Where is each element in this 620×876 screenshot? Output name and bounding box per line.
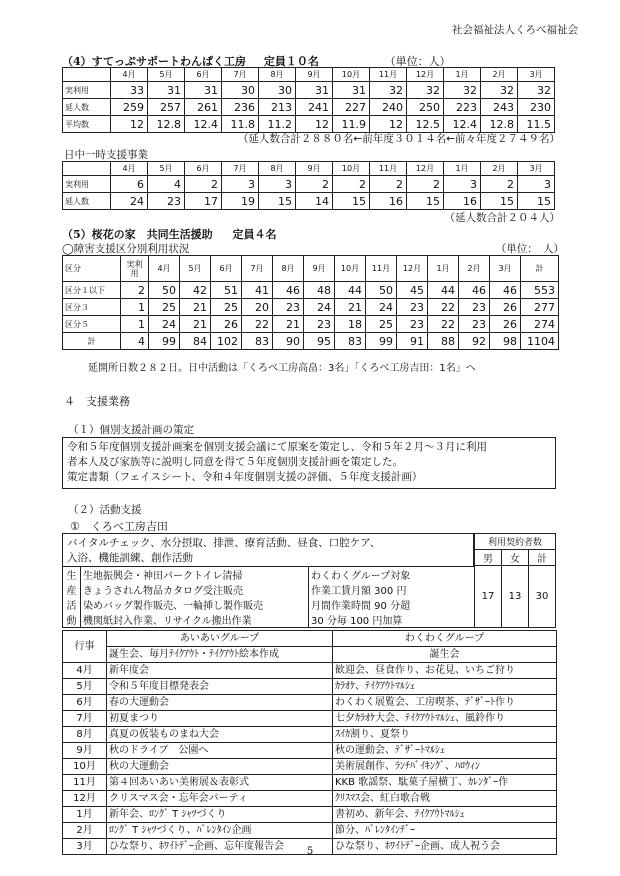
event-b: 美術展創作、ﾗﾝﾁﾊﾞｲｷﾝｸﾞ、ﾊﾛｳｨﾝ xyxy=(333,759,557,775)
table-row xyxy=(63,679,557,695)
month-header: 11月 xyxy=(370,162,407,176)
event-month: 8月 xyxy=(63,727,107,743)
value-cell: 50 xyxy=(366,282,397,299)
daily-activities-box xyxy=(62,533,474,566)
value-cell: 12.5 xyxy=(407,116,444,133)
value-cell: 32 xyxy=(518,82,555,99)
events-table xyxy=(62,630,557,855)
day-service-table xyxy=(62,161,555,210)
event-month: 7月 xyxy=(63,711,107,727)
daily-activities-line: バイタルチェック、水分摂取、排泄、療育活動、昼食、口腔ケア、 xyxy=(67,537,381,549)
row-label: 区分３ xyxy=(63,299,121,316)
value-cell: 21 xyxy=(273,316,304,333)
value-cell: 230 xyxy=(518,99,555,116)
contract-table xyxy=(474,533,556,628)
value-cell: 24 xyxy=(111,193,148,210)
value-cell: 30 xyxy=(259,82,296,99)
value-cell: 23 xyxy=(148,193,185,210)
value-cell: 22 xyxy=(242,316,273,333)
value-cell: 46 xyxy=(459,282,490,299)
value-cell: 33 xyxy=(111,82,148,99)
production-label: 動 xyxy=(63,612,81,628)
table-row xyxy=(63,663,557,679)
header-cell: 5月 xyxy=(180,256,211,282)
value-cell: 51 xyxy=(211,282,242,299)
value-cell: 83 xyxy=(335,333,366,350)
contract-col: 女 xyxy=(502,550,529,566)
value-cell: 20 xyxy=(242,299,273,316)
row-label: 区分１以下 xyxy=(63,282,121,299)
plan-text-line: 策定書類（フェイスシート、令和４年度個別支援の評価、５年度支援計画） xyxy=(67,471,423,483)
month-header: 3月 xyxy=(518,68,555,82)
value-cell: 45 xyxy=(397,282,428,299)
month-header: 6月 xyxy=(185,68,222,82)
wage-line: 作業工賃月額 300 円 xyxy=(309,582,475,597)
value-cell: 88 xyxy=(428,333,459,350)
value-cell: 227 xyxy=(333,99,370,116)
month-header: 2月 xyxy=(481,68,518,82)
event-b: 書初め、新年会、ﾃｲｸｱｳﾄﾏﾙｼｪ xyxy=(333,807,557,823)
value-cell: 32 xyxy=(407,82,444,99)
value-cell: 25 xyxy=(149,299,180,316)
value-cell: 1104 xyxy=(521,333,559,350)
header-cell: 10月 xyxy=(335,256,366,282)
month-header: 10月 xyxy=(333,162,370,176)
event-a: クリスマス会・忘年会パーティ xyxy=(107,791,333,807)
yoshida-title: ① くろべ工房吉田 xyxy=(70,520,168,533)
value-cell: 14 xyxy=(296,193,333,210)
value-cell: 24 xyxy=(304,299,335,316)
value-cell: 46 xyxy=(490,282,521,299)
value-cell: 2 xyxy=(481,176,518,193)
month-header: 4月 xyxy=(111,162,148,176)
header-cell: 計 xyxy=(521,256,559,282)
value-cell: 12.4 xyxy=(444,116,481,133)
value-cell: 11.5 xyxy=(518,116,555,133)
value-cell: 12.8 xyxy=(481,116,518,133)
value-cell: 32 xyxy=(370,82,407,99)
value-cell: 21 xyxy=(335,299,366,316)
event-a: 初夏まつり xyxy=(107,711,333,727)
table-row xyxy=(63,316,559,333)
value-cell: 3 xyxy=(222,176,259,193)
production-item: 機関紙封入作業、リサイクル搬出作業 xyxy=(81,612,309,628)
event-a: 春の大運動会 xyxy=(107,695,333,711)
value-cell: 31 xyxy=(148,82,185,99)
value-cell: 11.2 xyxy=(259,116,296,133)
value-cell: 223 xyxy=(444,99,481,116)
value-cell: 259 xyxy=(111,99,148,116)
value-cell: 11.8 xyxy=(222,116,259,133)
row-label: 実利用 xyxy=(63,176,111,193)
event-month: 11月 xyxy=(63,775,107,791)
value-cell: 25 xyxy=(366,316,397,333)
header-cell: 8月 xyxy=(273,256,304,282)
event-b: わくわく展覧会、工房喫茶、ﾃﾞｻﾞｰﾄ作り xyxy=(333,695,557,711)
page-header: 社会福祉法人くろべ福祉会 xyxy=(452,24,578,36)
plan-title: （１）個別支援計画の策定 xyxy=(68,424,194,436)
value-cell: 30 xyxy=(222,82,259,99)
value-cell: 236 xyxy=(222,99,259,116)
row-label: 実利用 xyxy=(63,82,111,99)
value-cell: 12 xyxy=(370,116,407,133)
header-cell: 6月 xyxy=(211,256,242,282)
value-cell: 44 xyxy=(335,282,366,299)
header-cell: 区分 xyxy=(63,256,121,282)
value-cell: 243 xyxy=(481,99,518,116)
value-cell: 23 xyxy=(304,316,335,333)
table-header-row xyxy=(63,162,555,176)
header-cell: 実利用 xyxy=(121,256,149,282)
value-cell: 12.4 xyxy=(185,116,222,133)
header-cell: 3月 xyxy=(490,256,521,282)
month-header: 3月 xyxy=(518,162,555,176)
event-b: ひな祭り、ﾎﾜｲﾄﾃﾞｰ企画、成人祝う会 xyxy=(333,839,557,855)
header-cell: 9月 xyxy=(304,256,335,282)
row-label: 平均数 xyxy=(63,116,111,133)
event-month: 5月 xyxy=(63,679,107,695)
value-cell: 26 xyxy=(490,299,521,316)
value-cell: 274 xyxy=(521,316,559,333)
month-header: 7月 xyxy=(222,68,259,82)
value-cell: 261 xyxy=(185,99,222,116)
value-cell: 15 xyxy=(259,193,296,210)
value-cell: 18 xyxy=(335,316,366,333)
section5-capacity: 定員４名 xyxy=(232,228,277,241)
value-cell: 2 xyxy=(333,176,370,193)
month-header: 12月 xyxy=(407,68,444,82)
section5-unit: （単位： 人） xyxy=(495,243,564,255)
contract-value: 13 xyxy=(502,566,529,628)
contract-value: 30 xyxy=(529,566,556,628)
table-row xyxy=(63,116,555,133)
daily-activities-line: 入浴、機能訓練、創作活動 xyxy=(67,552,193,564)
value-cell: 15 xyxy=(481,193,518,210)
header-cell: 11月 xyxy=(366,256,397,282)
value-cell: 42 xyxy=(180,282,211,299)
table-row xyxy=(63,823,557,839)
month-header: 4月 xyxy=(111,68,148,82)
event-month: 10月 xyxy=(63,759,107,775)
table-row xyxy=(63,82,555,99)
event-a: 新年会、ﾛﾝｸﾞ T ｼｬﾂづくり xyxy=(107,807,333,823)
event-month: 4月 xyxy=(63,663,107,679)
production-label: 産 xyxy=(63,582,81,597)
event-a: 秋のドライブ 公園へ xyxy=(107,743,333,759)
event-b: 秋の運動会、ﾃﾞｻﾞｰﾄﾏﾙｼｪ xyxy=(333,743,557,759)
event-month: 6月 xyxy=(63,695,107,711)
table-row xyxy=(63,333,559,350)
value-cell: 98 xyxy=(490,333,521,350)
value-cell: 16 xyxy=(370,193,407,210)
value-cell: 21 xyxy=(180,316,211,333)
section5-title-line xyxy=(62,226,277,242)
production-item: 生地振興会・神田パークトイレ清掃 xyxy=(81,567,309,583)
event-a: 秋の大運動会 xyxy=(107,759,333,775)
month-header: 12月 xyxy=(407,162,444,176)
support-title: ４ 支援業務 xyxy=(64,395,130,408)
value-cell: 1 xyxy=(121,316,149,333)
value-cell: 21 xyxy=(180,299,211,316)
value-cell: 15 xyxy=(407,193,444,210)
header-cell: 2月 xyxy=(459,256,490,282)
event-a: ひな祭り、ﾎﾜｲﾄﾃﾞｰ企画、忘年度報告会 xyxy=(107,839,333,855)
event-month: 1月 xyxy=(63,807,107,823)
month-header: 8月 xyxy=(259,68,296,82)
activity-title: （２）活動支援 xyxy=(68,504,142,516)
table-row xyxy=(63,99,555,116)
value-cell: 16 xyxy=(444,193,481,210)
plan-box xyxy=(62,437,556,489)
event-a: 真夏の仮装ものまね大会 xyxy=(107,727,333,743)
month-header: 10月 xyxy=(333,68,370,82)
section4-capacity: 定員１０名 xyxy=(263,55,319,68)
contract-header: 利用契約者数 xyxy=(475,534,556,550)
value-cell: 553 xyxy=(521,282,559,299)
header-cell: 4月 xyxy=(149,256,180,282)
event-b: 節分、ﾊﾞﾚﾝﾀｲﾝﾃﾞｰ xyxy=(333,823,557,839)
value-cell: 25 xyxy=(211,299,242,316)
value-cell: 91 xyxy=(397,333,428,350)
row-label: 区分５ xyxy=(63,316,121,333)
table-row xyxy=(63,282,559,299)
day-service-title: 日中一時支援事業 xyxy=(64,149,148,161)
value-cell: 23 xyxy=(459,299,490,316)
month-header: 9月 xyxy=(296,68,333,82)
value-cell: 241 xyxy=(296,99,333,116)
event-a: ﾛﾝｸﾞ T ｼｬﾂづくり、ﾊﾞﾚﾝﾀｲﾝ企画 xyxy=(107,823,333,839)
production-item: 染めバッグ製作販売、一輪挿し製作販売 xyxy=(81,597,309,612)
table-row xyxy=(63,791,557,807)
event-a: 新年度会 xyxy=(107,663,333,679)
value-cell: 90 xyxy=(273,333,304,350)
value-cell: 4 xyxy=(121,333,149,350)
month-header: 7月 xyxy=(222,162,259,176)
value-cell: 41 xyxy=(242,282,273,299)
table-row xyxy=(63,807,557,823)
value-cell: 3 xyxy=(444,176,481,193)
value-cell: 15 xyxy=(518,193,555,210)
month-header: 8月 xyxy=(259,162,296,176)
value-cell: 32 xyxy=(481,82,518,99)
value-cell: 24 xyxy=(366,299,397,316)
table-row xyxy=(63,711,557,727)
value-cell: 3 xyxy=(259,176,296,193)
value-cell: 213 xyxy=(259,99,296,116)
value-cell: 31 xyxy=(296,82,333,99)
value-cell: 1 xyxy=(121,299,149,316)
table-row xyxy=(63,727,557,743)
event-b: 歓迎会、昼食作り、お花見、いちご狩り xyxy=(333,663,557,679)
month-header: 1月 xyxy=(444,162,481,176)
section4-title: （4）すてっぷサポートわんぱく工房 xyxy=(62,55,246,68)
month-header: 9月 xyxy=(296,162,333,176)
row-label: 延人数 xyxy=(63,99,111,116)
value-cell: 15 xyxy=(333,193,370,210)
table-row xyxy=(63,299,559,316)
value-cell: 23 xyxy=(397,299,428,316)
table-row xyxy=(63,775,557,791)
value-cell: 2 xyxy=(296,176,333,193)
value-cell: 26 xyxy=(490,316,521,333)
section5-title: （5）桜花の家 共同生活援助 xyxy=(62,228,213,241)
row-label: 延人数 xyxy=(63,193,111,210)
header-cell xyxy=(63,68,111,82)
month-header: 6月 xyxy=(185,162,222,176)
month-header: 1月 xyxy=(444,68,481,82)
section5-note: 延開所日数２８２日。日中活動は「くろべ工房高畠：3名」「くろべ工房吉田：1名」へ xyxy=(88,363,476,374)
plan-text-line: 令和５年度個別支援計画案を個別支援会議にて原案を策定し、令和５年２月〜３月に利用 xyxy=(67,441,487,453)
value-cell: 22 xyxy=(428,299,459,316)
plan-text-line: 者本人及び家族等に説明し同意を得て５年度個別支援計画を策定した。 xyxy=(67,456,403,468)
value-cell: 2 xyxy=(370,176,407,193)
value-cell: 92 xyxy=(459,333,490,350)
value-cell: 22 xyxy=(428,316,459,333)
event-b: ｽｲｶ割り、夏祭り xyxy=(333,727,557,743)
header-cell: 1月 xyxy=(428,256,459,282)
group-a-header: あいあいグループ xyxy=(107,631,333,647)
contract-value: 17 xyxy=(475,566,502,628)
value-cell: 31 xyxy=(185,82,222,99)
section4-unit: （単位：人） xyxy=(384,55,451,68)
value-cell: 11.9 xyxy=(333,116,370,133)
table-header-row xyxy=(63,256,559,282)
value-cell: 32 xyxy=(444,82,481,99)
table-row xyxy=(63,743,557,759)
day-service-total: （延人数合計２０４人） xyxy=(444,212,560,224)
value-cell: 48 xyxy=(304,282,335,299)
contract-col: 計 xyxy=(529,550,556,566)
contract-col: 男 xyxy=(475,550,502,566)
page-number: 5 xyxy=(306,846,314,857)
table-row xyxy=(63,193,555,210)
event-b: 七夕ｶﾗｵｹ大会、ﾃｲｸｱｳﾄﾏﾙｼｪ、風鈴作り xyxy=(333,711,557,727)
value-cell: 277 xyxy=(521,299,559,316)
value-cell: 26 xyxy=(211,316,242,333)
month-header: 5月 xyxy=(148,162,185,176)
section5-subtitle: ◯障害支援区分別利用状況 xyxy=(62,243,190,255)
value-cell: 50 xyxy=(149,282,180,299)
value-cell: 257 xyxy=(148,99,185,116)
value-cell: 12 xyxy=(296,116,333,133)
value-cell: 23 xyxy=(273,299,304,316)
month-header: 11月 xyxy=(370,68,407,82)
event-month: 9月 xyxy=(63,743,107,759)
event-b: ｸﾘｽﾏｽ会、紅白歌合戦 xyxy=(333,791,557,807)
header-cell: 12月 xyxy=(397,256,428,282)
production-table xyxy=(62,566,475,628)
value-cell: 24 xyxy=(149,316,180,333)
wage-line: わくわくグループ対象 xyxy=(309,567,475,583)
header-cell xyxy=(63,162,111,176)
value-cell: 4 xyxy=(148,176,185,193)
value-cell: 2 xyxy=(185,176,222,193)
production-label: 活 xyxy=(63,597,81,612)
event-month: 3月 xyxy=(63,839,107,855)
group-b-header: わくわくグループ xyxy=(333,631,557,647)
value-cell: 3 xyxy=(518,176,555,193)
section5-table xyxy=(62,255,559,350)
value-cell: 46 xyxy=(273,282,304,299)
value-cell: 19 xyxy=(222,193,259,210)
value-cell: 17 xyxy=(185,193,222,210)
event-month: 12月 xyxy=(63,791,107,807)
month-header: 5月 xyxy=(148,68,185,82)
event-b: KKB 歌謡祭、駄菓子屋横丁、ｶﾚﾝﾀﾞｰ作 xyxy=(333,775,557,791)
wage-line: 月間作業時間 90 分超 xyxy=(309,597,475,612)
value-cell: 102 xyxy=(211,333,242,350)
section4-total-note: （延人数合計２８８０名←前年度３０１４名←前々年度２７４９名） xyxy=(237,133,560,145)
event-a: 第４回あいあい美術展＆表彰式 xyxy=(107,775,333,791)
value-cell: 2 xyxy=(121,282,149,299)
table-row xyxy=(63,695,557,711)
value-cell: 95 xyxy=(304,333,335,350)
section4-table xyxy=(62,67,555,133)
event-b: ｶﾗｵｹ、ﾃｲｸｱｳﾄﾏﾙｼｪ xyxy=(333,679,557,695)
event-a: 令和５年度目標発表会 xyxy=(107,679,333,695)
value-cell: 23 xyxy=(397,316,428,333)
month-header: 2月 xyxy=(481,162,518,176)
value-cell: 99 xyxy=(149,333,180,350)
wage-line: 30 分毎 100 円加算 xyxy=(309,612,475,628)
value-cell: 240 xyxy=(370,99,407,116)
row-label: 計 xyxy=(63,333,121,350)
value-cell: 99 xyxy=(366,333,397,350)
value-cell: 84 xyxy=(180,333,211,350)
value-cell: 6 xyxy=(111,176,148,193)
header-cell: 7月 xyxy=(242,256,273,282)
production-item: きょうされん物品カタログ受注販売 xyxy=(81,582,309,597)
value-cell: 2 xyxy=(407,176,444,193)
event-month: 2月 xyxy=(63,823,107,839)
table-header-row xyxy=(63,68,555,82)
value-cell: 23 xyxy=(459,316,490,333)
production-label: 生 xyxy=(63,567,81,583)
value-cell: 12.8 xyxy=(148,116,185,133)
value-cell: 250 xyxy=(407,99,444,116)
value-cell: 44 xyxy=(428,282,459,299)
group-a-birthday: 誕生会、毎月ﾃｲｸｱｳﾄ・ﾃｲｸｱｳﾄ絵本作成 xyxy=(107,647,333,663)
table-row xyxy=(63,176,555,193)
group-b-birthday: 誕生会 xyxy=(333,647,557,663)
value-cell: 31 xyxy=(333,82,370,99)
value-cell: 83 xyxy=(242,333,273,350)
value-cell: 12 xyxy=(111,116,148,133)
table-row xyxy=(63,759,557,775)
event-header: 行事 xyxy=(63,631,107,663)
